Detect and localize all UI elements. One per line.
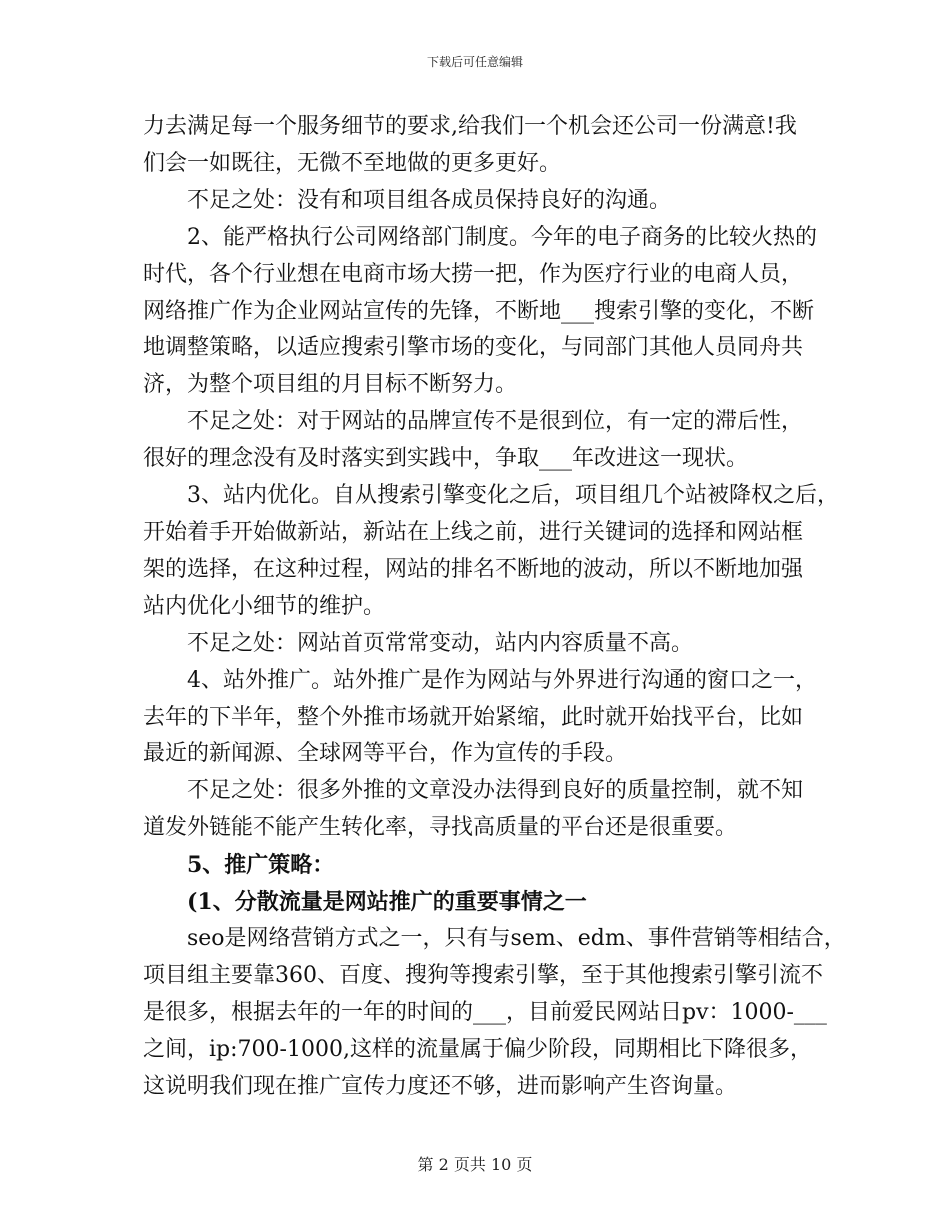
text-line: 道发外链能不能产生转化率，寻找高质量的平台还是很重要。 [143, 815, 738, 841]
paragraph [143, 404, 843, 478]
paragraph [143, 183, 843, 220]
text-line: 之间，ip:700-1000,这样的流量属于偏少阶段，同期相比下降很多， [143, 1036, 812, 1062]
paragraph [143, 773, 843, 847]
section-heading [143, 847, 843, 884]
heading-text: (1、分散流量是网站推广的重要事情之一 [187, 889, 587, 916]
paragraph [143, 478, 843, 626]
text-line: 不足之处：网站首页常常变动，站内内容质量不高。 [187, 630, 694, 656]
text-line: 是很多，根据去年的一年的时间的___，目前爱民网站日pv：1000-___ [143, 999, 827, 1025]
paragraph [143, 220, 843, 405]
text-line: 力去满足每一个服务细节的要求,给我们一个机会还公司一份满意!我 [143, 114, 797, 139]
text-line: 网络推广作为企业网站宣传的先锋，不断地___搜索引擎的变化，不断 [143, 298, 815, 324]
text-line: 站内优化小细节的维护。 [143, 593, 386, 619]
text-line: 开始着手开始做新站，新站在上线之前，进行关键词的选择和网站框 [143, 519, 804, 545]
text-line: 4、站外推广。站外推广是作为网站与外界进行沟通的窗口之一， [187, 667, 817, 693]
page-header: 下载后可任意编辑 [426, 55, 523, 69]
heading-text: 5、推广策略： [187, 852, 335, 879]
text-line: 2、能严格执行公司网络部门制度。今年的电子商务的比较火热的 [187, 224, 817, 250]
paragraph [143, 921, 846, 1106]
text-line: 很好的理念没有及时落实到实践中，争取___年改进这一现状。 [143, 446, 749, 472]
text-line: 济，为整个项目组的月目标不断努力。 [143, 372, 518, 398]
text-line: 去年的下半年，整个外推市场就开始紧缩，此时就开始找平台，比如 [143, 704, 804, 730]
page-footer: 第 2 页共 10 页 [417, 1155, 533, 1174]
text-line: seo是网络营销方式之一，只有与sem、edm、事件营销等相结合， [187, 925, 846, 951]
paragraph [143, 663, 843, 774]
paragraph [143, 109, 843, 183]
text-line: 不足之处：没有和项目组各成员保持良好的沟通。 [187, 187, 672, 213]
text-line: 不足之处：很多外推的文章没办法得到良好的质量控制，就不知 [187, 778, 804, 804]
document-body [143, 109, 846, 1105]
text-line: 3、站内优化。自从搜索引擎变化之后，项目组几个站被降权之后， [187, 483, 839, 509]
text-line: 这说明我们现在推广宣传力度还不够，进而影响产生咨询量。 [143, 1073, 738, 1099]
text-line: 时代，各个行业想在电商市场大捞一把，作为医疗行业的电商人员， [143, 261, 804, 287]
text-line: 们会一如既往，无微不至地做的更多更好。 [143, 150, 562, 176]
text-line: 最近的新闻源、全球网等平台，作为宣传的手段。 [143, 741, 628, 767]
paragraph [143, 626, 843, 663]
text-line: 地调整策略，以适应搜索引擎市场的变化，与同部门其他人员同舟共 [143, 335, 804, 361]
text-line: 架的选择，在这种过程，网站的排名不断地的波动，所以不断地加强 [143, 556, 804, 582]
text-line: 项目组主要靠360、百度、搜狗等搜索引擎，至于其他搜索引擎引流不 [143, 962, 823, 988]
subsection-heading [143, 884, 843, 921]
text-line: 不足之处：对于网站的品牌宣传不是很到位，有一定的滞后性， [187, 409, 804, 435]
